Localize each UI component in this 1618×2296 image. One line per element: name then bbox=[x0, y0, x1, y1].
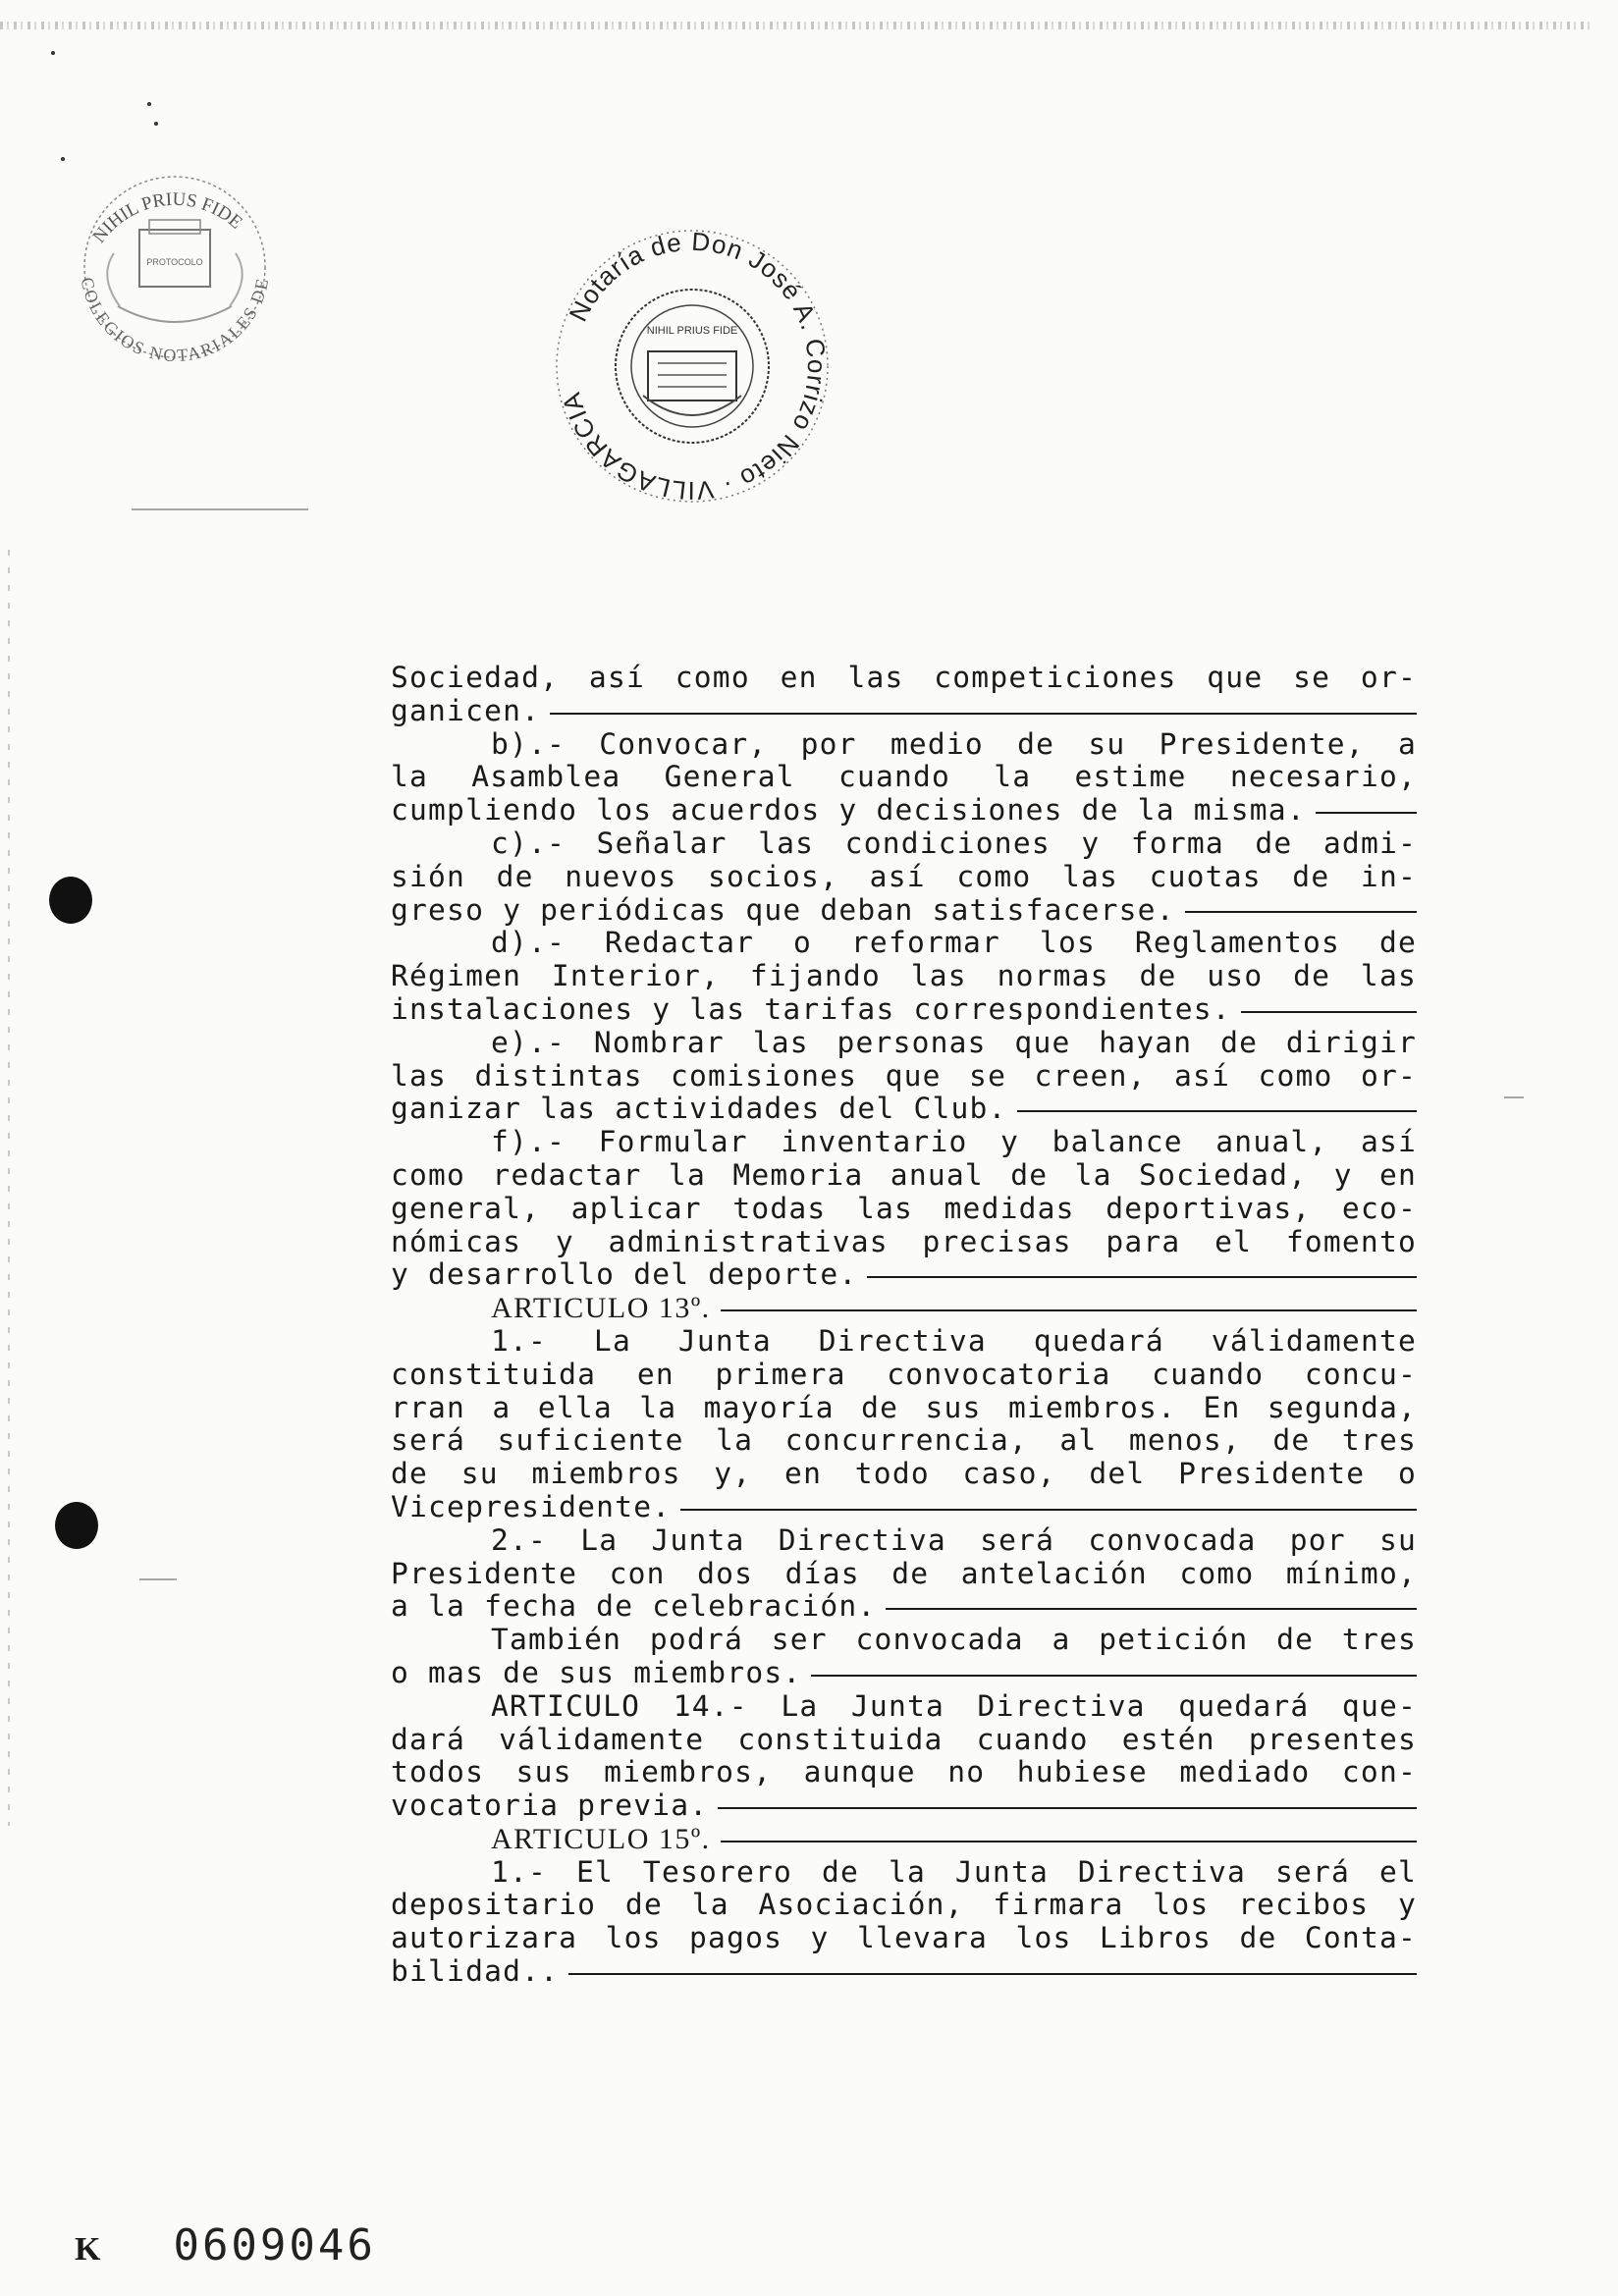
text-line bbox=[391, 794, 1417, 828]
text-line bbox=[391, 1392, 1417, 1425]
text-line-content: depositario de la Asociación, firmara los recibos y bbox=[391, 1888, 1417, 1922]
text-line bbox=[391, 1491, 1417, 1524]
text-line bbox=[391, 1424, 1417, 1458]
document-body bbox=[391, 662, 1417, 1989]
left-seal-bottom-text: COLEGIOS NOTARIALES DE ESPAÑA bbox=[51, 143, 273, 366]
text-line-content: ganizar las actividades del Club. bbox=[391, 1092, 1007, 1126]
svg-text:NIHIL PRIUS FIDE bbox=[89, 189, 246, 247]
text-line-content: c).- Señalar las condiciones y forma de admi- bbox=[491, 826, 1417, 860]
text-line-content: También podrá ser convocada a petición de tres bbox=[491, 1623, 1417, 1657]
text-line-content: Sociedad, así como en las competiciones que se or- bbox=[391, 661, 1417, 694]
text-line bbox=[391, 1657, 1417, 1690]
text-line-content: será suficiente la concurrencia, al menos, de tres bbox=[391, 1423, 1417, 1458]
filler-rule bbox=[1316, 812, 1417, 814]
text-line bbox=[391, 1325, 1417, 1359]
text-line-content: y desarrollo del deporte. bbox=[391, 1257, 858, 1292]
text-line-content: b).- Convocar, por medio de su Presidente, a bbox=[491, 726, 1417, 761]
text-line-content: a la fecha de celebración. bbox=[391, 1589, 877, 1624]
text-line-content: rran a ella la mayoría de sus miembros. En segunda, bbox=[391, 1390, 1417, 1424]
filler-rule bbox=[568, 1973, 1417, 1975]
speck bbox=[147, 102, 151, 106]
text-line bbox=[391, 1093, 1417, 1126]
text-line-content: Vicepresidente. bbox=[391, 1489, 672, 1523]
filler-rule bbox=[721, 1309, 1417, 1311]
text-line bbox=[391, 695, 1417, 728]
text-line-content: o mas de sus miembros. bbox=[391, 1655, 802, 1689]
filler-rule bbox=[886, 1608, 1417, 1610]
text-line-content: ganicen. bbox=[391, 693, 541, 727]
text-line bbox=[391, 1359, 1417, 1392]
notary-stamp-right bbox=[550, 224, 835, 508]
filler-rule bbox=[1241, 1011, 1417, 1013]
text-line-content: e).- Nombrar las personas que hayan de dirigir bbox=[491, 1025, 1417, 1059]
text-line bbox=[391, 1226, 1417, 1259]
text-line-content: como redactar la Memoria anual de la Sociedad, y en bbox=[391, 1157, 1417, 1192]
text-line bbox=[391, 1060, 1417, 1094]
text-line-content: nómicas y administrativas precisas para el fomento bbox=[391, 1224, 1417, 1258]
text-line-content: la Asamblea General cuando la estime necesario, bbox=[391, 760, 1417, 794]
notarial-seal-left bbox=[51, 143, 291, 375]
text-line bbox=[391, 861, 1417, 894]
text-line bbox=[391, 1624, 1417, 1657]
text-line bbox=[391, 1193, 1417, 1226]
text-line-content: general, aplicar todas las medidas deportivas, eco- bbox=[391, 1191, 1417, 1225]
text-line-content: ARTICULO 15º. bbox=[491, 1822, 711, 1855]
text-line bbox=[391, 1524, 1417, 1558]
text-line bbox=[391, 1590, 1417, 1624]
text-line-content: de su miembros y, en todo caso, del Presidente o bbox=[391, 1457, 1417, 1491]
text-line-content: ARTICULO 13º. bbox=[491, 1292, 711, 1325]
filler-rule bbox=[718, 1807, 1417, 1809]
text-line bbox=[391, 993, 1417, 1027]
text-line-content: greso y periódicas que deban satisfacerse. bbox=[391, 892, 1175, 927]
speck bbox=[51, 51, 55, 55]
text-line-content: instalaciones y las tarifas correspondientes. bbox=[391, 991, 1231, 1026]
text-line bbox=[391, 1756, 1417, 1789]
text-line-content: 1.- La Junta Directiva quedará válidamente bbox=[491, 1323, 1417, 1358]
filler-rule bbox=[721, 1841, 1417, 1842]
filler-rule bbox=[1017, 1110, 1417, 1112]
left-seal-top-text: NIHIL PRIUS FIDE bbox=[88, 188, 246, 247]
text-line-content: 2.- La Junta Directiva será convocada por su bbox=[491, 1522, 1417, 1557]
text-line bbox=[391, 1126, 1417, 1159]
filler-rule bbox=[867, 1276, 1417, 1278]
text-line bbox=[391, 960, 1417, 993]
text-line-content: ARTICULO 14.- La Junta Directiva quedará que- bbox=[491, 1688, 1417, 1723]
text-line-content: f).- Formular inventario y balance anual, así bbox=[491, 1125, 1417, 1159]
stray-line bbox=[132, 508, 308, 510]
text-line-content: sión de nuevos socios, así como las cuotas de in- bbox=[391, 859, 1417, 893]
right-stamp-center-text: NIHIL PRIUS FIDE bbox=[646, 325, 738, 337]
text-line-content: constituida en primera convocatoria cuando concu- bbox=[391, 1357, 1417, 1391]
filler-rule bbox=[811, 1675, 1417, 1677]
text-line bbox=[391, 1458, 1417, 1491]
serial-series: K bbox=[75, 2231, 101, 2268]
text-line bbox=[391, 1856, 1417, 1890]
text-line-content: 1.- El Tesorero de la Junta Directiva será el bbox=[491, 1854, 1417, 1889]
text-line-content: vocatoria previa. bbox=[391, 1789, 709, 1823]
left-seal-center-text: PROTOCOLO bbox=[146, 257, 203, 267]
text-line bbox=[391, 728, 1417, 762]
serial-number: 0609046 bbox=[173, 2220, 376, 2270]
speck bbox=[154, 122, 158, 126]
text-line-content: autorizara los pagos y llevara los Libros de Conta- bbox=[391, 1921, 1417, 1955]
text-line-content: Régimen Interior, fijando las normas de uso de las bbox=[391, 959, 1417, 993]
text-line-content: d).- Redactar o reformar los Reglamentos de bbox=[491, 926, 1417, 960]
text-line bbox=[391, 761, 1417, 794]
text-line-content: las distintas comisiones que se creen, así como or- bbox=[391, 1058, 1417, 1093]
filler-rule bbox=[680, 1509, 1417, 1511]
right-stamp-ring-text: Notaría de Don José A. Corrizo Nieto · VILLAGARCIA bbox=[556, 226, 833, 507]
text-line-content: bilidad.. bbox=[391, 1954, 560, 1989]
svg-text:Notaría de Don José A. Corrizo bbox=[556, 227, 832, 507]
stray-line bbox=[1504, 1096, 1524, 1098]
text-line bbox=[391, 1789, 1417, 1823]
punch-hole-lower bbox=[55, 1502, 98, 1549]
text-line bbox=[391, 1724, 1417, 1757]
stray-line bbox=[139, 1578, 177, 1580]
article-heading bbox=[391, 1823, 1417, 1856]
text-line bbox=[391, 1690, 1417, 1724]
text-line-content: dará válidamente constituida cuando estén presentes bbox=[391, 1722, 1417, 1756]
text-line-content: Presidente con dos días de antelación como mínimo, bbox=[391, 1556, 1417, 1590]
text-line bbox=[391, 1159, 1417, 1193]
text-line bbox=[391, 1558, 1417, 1591]
text-line bbox=[391, 1258, 1417, 1292]
text-line bbox=[391, 662, 1417, 695]
text-line bbox=[391, 828, 1417, 861]
text-line bbox=[391, 927, 1417, 960]
paper-serial bbox=[75, 2220, 376, 2270]
filler-rule bbox=[1185, 911, 1417, 913]
text-line-content: cumpliendo los acuerdos y decisiones de la misma. bbox=[391, 793, 1306, 828]
text-line bbox=[391, 1955, 1417, 1989]
scanned-top-edge bbox=[0, 22, 1591, 29]
punch-hole-upper bbox=[49, 877, 92, 924]
text-line-content: todos sus miembros, aunque no hubiese mediado con- bbox=[391, 1755, 1417, 1789]
margin-rule bbox=[8, 550, 10, 1826]
text-line bbox=[391, 1922, 1417, 1955]
text-line bbox=[391, 894, 1417, 928]
article-heading bbox=[391, 1292, 1417, 1325]
text-line bbox=[391, 1889, 1417, 1922]
text-line bbox=[391, 1027, 1417, 1060]
filler-rule bbox=[550, 713, 1417, 715]
